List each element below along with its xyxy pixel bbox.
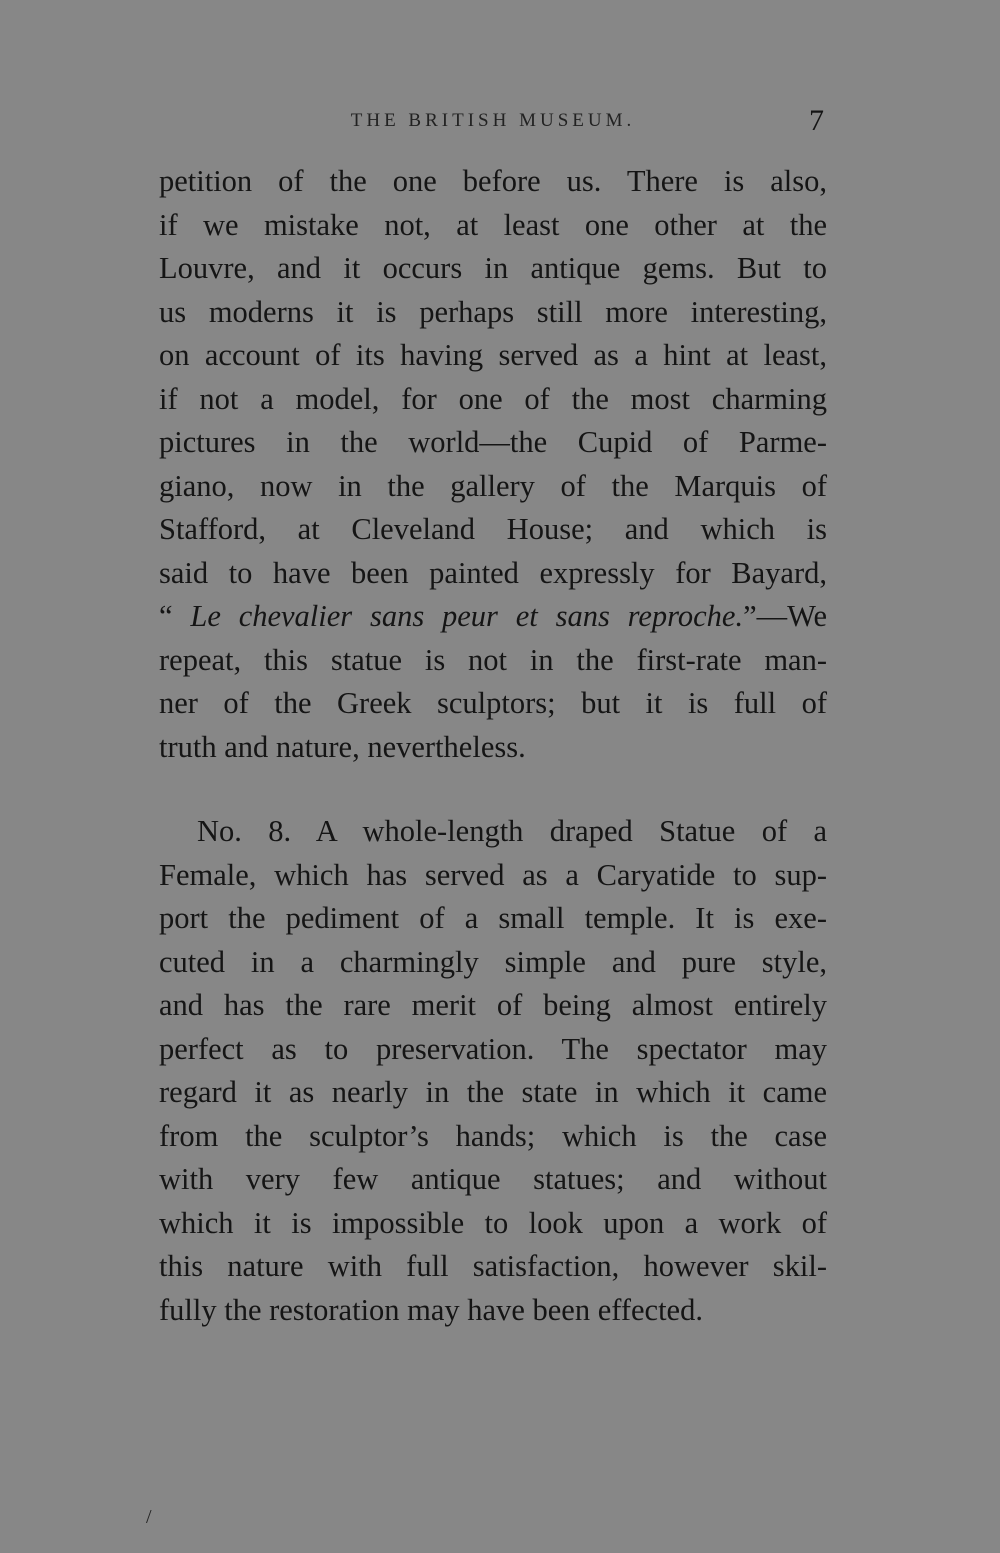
text-line: Louvre, and it occurs in antique gems. But to: [159, 251, 827, 285]
text-line: and has the rare merit of being almost entirely: [159, 988, 827, 1022]
text-line: pictures in the world—the Cupid of Parme-: [159, 425, 827, 459]
text-line: if not a model, for one of the most charming: [159, 381, 827, 416]
text-line: said to have been painted expressly for Bayard,: [159, 555, 827, 590]
text-line: which it is impossible to look upon a work of: [159, 1205, 827, 1240]
text-line: cuted in a charmingly simple and pure style,: [159, 944, 827, 979]
page-number: 7: [809, 104, 824, 137]
text-line: truth and nature, nevertheless.: [159, 729, 526, 764]
text-line: repeat, this statue is not in the first-rate man-: [159, 642, 827, 677]
text-line: Stafford, at Cleveland House; and which is: [159, 512, 827, 546]
text-line: on account of its having served as a hint at least,: [159, 338, 827, 372]
quote-line: [159, 595, 827, 639]
quoted-motto: Le chevalier sans peur et sans reproche.: [190, 599, 744, 633]
paragraph-continued: [159, 160, 827, 769]
text-line: port the pediment of a small temple. It is exe-: [159, 901, 827, 935]
text-line: giano, now in the gallery of the Marquis of: [159, 468, 827, 503]
text-line: from the sculptor’s hands; which is the case: [159, 1118, 827, 1153]
text-line: with very few antique statues; and without: [159, 1162, 827, 1196]
stray-printer-mark: /: [146, 1506, 152, 1528]
text-line: us moderns it is perhaps still more interesting,: [159, 294, 827, 329]
quote-open-mark: “: [159, 599, 173, 633]
text-line: fully the restoration may have been effected.: [159, 1292, 703, 1327]
text-line: this nature with full satisfaction, however skil-: [159, 1249, 827, 1283]
text-line: regard it as nearly in the state in which it came: [159, 1075, 827, 1109]
text-line: No. 8. A whole-length draped Statue of a: [197, 814, 827, 848]
running-head: [160, 104, 826, 138]
text-line: perfect as to preservation. The spectator may: [159, 1031, 827, 1066]
text-line: Female, which has served as a Caryatide to sup-: [159, 857, 827, 892]
text-line: if we mistake not, at least one other at the: [159, 207, 827, 242]
text-line: petition of the one before us. There is also,: [159, 164, 827, 198]
quote-close-mark: ”—We: [743, 599, 828, 633]
paragraph-statue-no-8: [159, 810, 827, 1332]
text-line: ner of the Greek sculptors; but it is full of: [159, 686, 827, 720]
running-title: THE BRITISH MUSEUM.: [350, 110, 636, 131]
